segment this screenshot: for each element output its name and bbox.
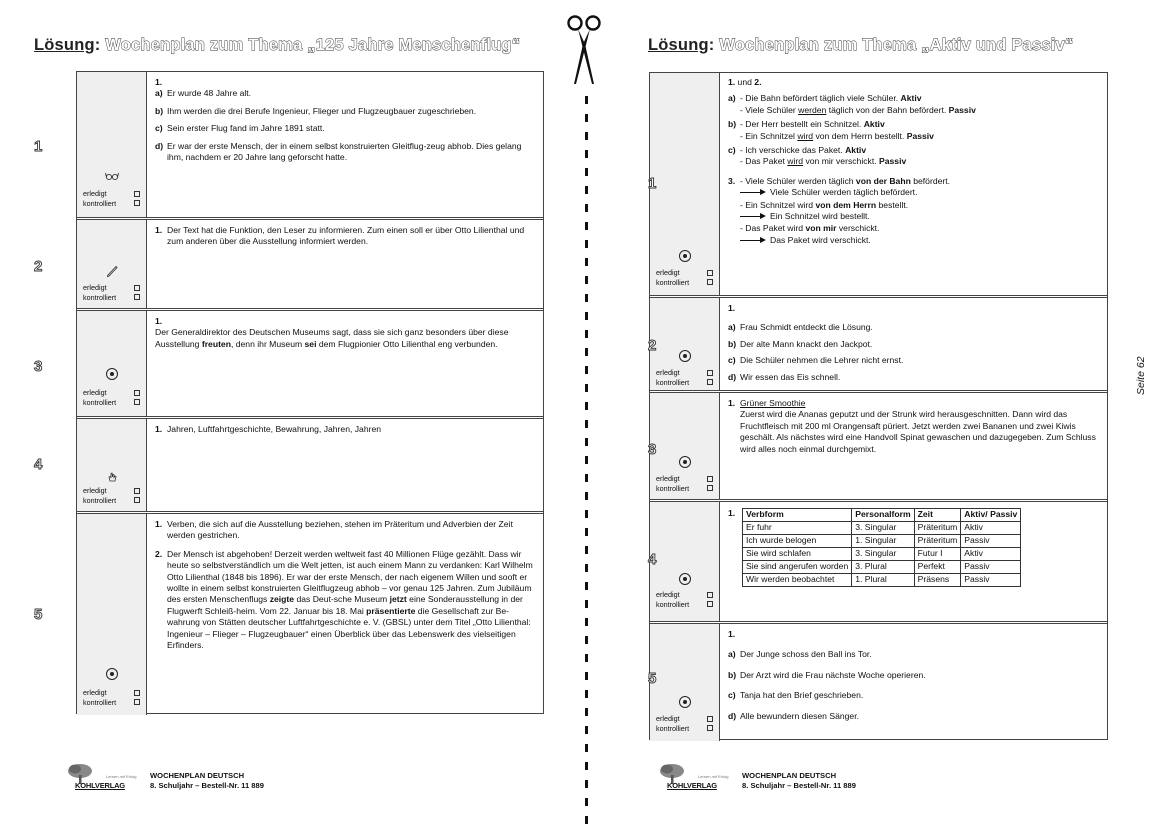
- dash: [585, 510, 588, 518]
- table-cell: Aktiv: [961, 522, 1021, 535]
- table-cell: Sie wird schlafen: [743, 548, 852, 561]
- table-cell: 3. Plural: [852, 561, 914, 574]
- dash: [585, 384, 588, 392]
- dash: [585, 366, 588, 374]
- dash: [585, 132, 588, 140]
- erledigt-checkbox[interactable]: [134, 191, 140, 197]
- erledigt-checkbox[interactable]: [134, 390, 140, 396]
- erledigt-checkbox[interactable]: [707, 476, 713, 482]
- table-cell: Futur I: [914, 548, 961, 561]
- dash: [585, 492, 588, 500]
- task-content: 1. Verbform Personalform Zeit Aktiv/ Passiv Er fuhr 3. Singular Präteritum Aktiv Ich wurde belogen 1. Singular Präteritum Passiv Sie wird schlafen 3. Singular Futur I Aktiv Sie sind angerufen worden 3. Plural Perfekt Passiv Wir werden beobachtet 1. Plural Präsens Passiv: [720, 502, 1107, 621]
- dash: [585, 798, 588, 806]
- erledigt-checkbox[interactable]: [134, 488, 140, 494]
- kontrolliert-checkbox[interactable]: [707, 485, 713, 491]
- row-number: 4: [648, 551, 657, 568]
- target-icon: [679, 456, 691, 468]
- dash: [585, 150, 588, 158]
- dash: [585, 168, 588, 176]
- table-cell: Passiv: [961, 574, 1021, 587]
- dash: [585, 654, 588, 662]
- arrow-icon: [740, 213, 766, 221]
- table-cell: 3. Singular: [852, 522, 914, 535]
- task-row-4: erledigt kontrolliert 1. Jahren, Luftfahrtgeschichte, Bewahrung, Jahren, Jahren: [77, 416, 543, 511]
- hand-icon: [105, 471, 119, 485]
- dash: [585, 564, 588, 572]
- task-row-5: erledigt kontrolliert 1. a) Der Junge schoss den Ball ins Tor. b) Der Arzt wird die Frau nächste Woche operieren. c) Tanja hat den Brief geschrieben. d) Alle bewundern diesen Sänger.: [650, 621, 1107, 741]
- dash: [585, 402, 588, 410]
- kontrolliert-checkbox[interactable]: [707, 279, 713, 285]
- task-content: 1. a) Er wurde 48 Jahre alt. b) Ihm werden die drei Berufe Ingenieur, Flieger und Flugzeugbauer zugeschrieben. c) Sein erster Flug fand im Jahre 1891 statt. d) Er war der erste Mensch, der in einem selbst konstruierten Gleitflug-zeug abhob. Dies gelang ihm, nachdem er 20 Jahre lang geforscht hatte.: [155, 77, 522, 163]
- dash: [585, 186, 588, 194]
- row-number: 1: [34, 138, 43, 155]
- erledigt-checkbox[interactable]: [707, 592, 713, 598]
- kontrolliert-checkbox[interactable]: [134, 699, 140, 705]
- dash: [585, 96, 588, 104]
- task-content: 1. Jahren, Luftfahrtgeschichte, Bewahrung, Jahren, Jahren: [155, 424, 382, 434]
- task-content: 1. a) Der Junge schoss den Ball ins Tor. b) Der Arzt wird die Frau nächste Woche operieren. c) Tanja hat den Brief geschrieben. d) Alle bewundern diesen Sänger.: [728, 629, 926, 721]
- erledigt-checkbox[interactable]: [707, 716, 713, 722]
- status-checkboxes: erledigt kontrolliert: [83, 189, 140, 208]
- glasses-icon: [105, 170, 119, 184]
- dash: [585, 528, 588, 536]
- dash: [585, 330, 588, 338]
- dash: [585, 294, 588, 302]
- dash: [585, 726, 588, 734]
- task-row-4: erledigt kontrolliert 1. Verbform Personalform Zeit Aktiv/ Passiv Er fuhr 3. Singular Präteritum Aktiv Ich wurde belogen 1. Singular Präteritum Passiv Sie wird schlafen 3. Singular Futur I Aktiv Sie sind angerufen worden 3. Plural Perfekt Passiv Wir werden beobachtet 1. Plural Präsens Passiv: [650, 499, 1107, 621]
- dash: [585, 276, 588, 284]
- page-title: Lösung: Wochenplan zum Thema „125 Jahre Menschenflug“: [34, 36, 521, 54]
- table-cell: 1. Singular: [852, 535, 914, 548]
- target-icon: [679, 250, 691, 262]
- table-header: Zeit: [914, 509, 961, 522]
- verb-table: [742, 508, 1021, 587]
- dash: [585, 240, 588, 248]
- table-cell: Präsens: [914, 574, 961, 587]
- worksheet-table: [649, 72, 1108, 740]
- title-text: Wochenplan zum Thema „Aktiv und Passiv“: [719, 36, 1074, 54]
- table-cell: Passiv: [961, 535, 1021, 548]
- kontrolliert-checkbox[interactable]: [134, 399, 140, 405]
- dash: [585, 762, 588, 770]
- task-row-3: erledigt kontrolliert 1. Grüner Smoothie Zuerst wird die Ananas geputzt und der Strunk wird herausgeschnitten. Dann wird das Fruchtfleisch mit 200 ml Orangensaft püriert. Jetzt werden zwei Bananen und zwei Kiwis geschält. Als nächstes wird eine Handvoll Spinat gewaschen und dazugegeben. Zum Schluss wird alles noch einmal durchgemixt.: [650, 390, 1107, 499]
- kohl-verlag-logo: Lernen mit Erfolg KOHLVERLAG: [658, 765, 738, 795]
- dash: [585, 636, 588, 644]
- table-cell: Passiv: [961, 561, 1021, 574]
- kohl-verlag-logo: Lernen mit Erfolg KOHLVERLAG: [66, 765, 146, 795]
- table-cell: Ich wurde belogen: [743, 535, 852, 548]
- table-cell: Präteritum: [914, 535, 961, 548]
- dash: [585, 222, 588, 230]
- row-number: 3: [34, 358, 43, 375]
- dash: [585, 600, 588, 608]
- table-header: Aktiv/ Passiv: [961, 509, 1021, 522]
- dash: [585, 258, 588, 266]
- dash: [585, 618, 588, 626]
- table-cell: 1. Plural: [852, 574, 914, 587]
- task-content: 1. Verben, die sich auf die Ausstellung beziehen, stehen im Präteritum und Adverbien der Zeit werden gestrichen. 2. Der Mensch ist abgehoben! Derzeit werden weltweit fast 40 Millionen Flüge gezählt. Dass wir heute so selbstverständlich um die Welt jetten, ist auch einem Mann zu verdanken: Karl Wilhelm Otto Lilienthal (1848 bis 1896). Er war der erste Mensch, der nach eigenem Willen und sooft er wollte in einem selbst konstruierten Gleitflugzeug abhob – vor genau 125 Jahren. Zum Jubiläum des ersten Menschenflugs zeigte das Deut-sche Museum jetzt eine Sonderausstellung in der Flugwerft Schleiß-heim. Vom 22. Januar bis 18. Mai präsentierte die Gesellschaft zur Be-wahrung von Stätten deutscher Luftfahrtgeschichte e. V. (GBSL) unter dem Titel „Otto Lilienthal: Ingenieur – Flieger – Flugzeugbauer“ einen Überblick über das Lebenswerk des vielseitigen Erfinders.: [155, 519, 533, 651]
- task-content: 1. a) Frau Schmidt entdeckt die Lösung. b) Der alte Mann knackt den Jackpot. c) Die Schüler nehmen die Lehrer nicht ernst. d) Wir essen das Eis schnell.: [728, 303, 904, 382]
- kontrolliert-checkbox[interactable]: [707, 379, 713, 385]
- table-row: [743, 561, 1021, 574]
- task-row-5: erledigt kontrolliert 1. Verben, die sich auf die Ausstellung beziehen, stehen im Präteritum und Adverbien der Zeit werden gestrichen. 2. Der Mensch ist abgehoben! Derzeit werden weltweit fast 40 Millionen Flüge gezählt. Dass wir heute so selbstverständlich um die Welt jetten, ist auch einem Mann zu verdanken: Karl Wilhelm Otto Lilienthal (1848 bis 1896). Er war der erste Mensch, der nach eigenem Willen und sooft er wollte in einem selbst konstruierten Gleitflugzeug abhob – vor genau 125 Jahren. Zum Jubiläum des ersten Menschenflugs zeigte das Deut-sche Museum jetzt eine Sonderausstellung in der Flugwerft Schleiß-heim. Vom 22. Januar bis 18. Mai präsentierte die Gesellschaft zur Be-wahrung von Stätten deutscher Luftfahrtgeschichte e. V. (GBSL) unter dem Titel „Otto Lilienthal: Ingenieur – Flieger – Flugzeugbauer“ einen Überblick über das Lebenswerk des vielseitigen Erfinders.: [77, 511, 543, 715]
- dash: [585, 672, 588, 680]
- dash: [585, 780, 588, 788]
- title-text: Wochenplan zum Thema „125 Jahre Menschenflug“: [105, 36, 521, 54]
- table-row: [743, 574, 1021, 587]
- page-number: Seite 62: [1135, 356, 1147, 395]
- target-icon: [679, 696, 691, 708]
- table-cell: Sie sind angerufen worden: [743, 561, 852, 574]
- target-icon: [106, 368, 118, 380]
- row-number: 4: [34, 456, 43, 473]
- dash: [585, 690, 588, 698]
- kontrolliert-checkbox[interactable]: [707, 725, 713, 731]
- table-cell: Wir werden beobachtet: [743, 574, 852, 587]
- table-row: [743, 548, 1021, 561]
- dash: [585, 474, 588, 482]
- arrow-icon: [740, 189, 766, 197]
- task-content: 1. und 2. a) - Die Bahn befördert täglich viele Schüler. Aktiv - Viele Schüler werden täglich von der Bahn befördert. Passiv b) - Der Herr bestellt ein Schnitzel. Aktiv - Ein Schnitzel wird von dem Herrn bestellt. Passiv c) - Ich verschicke das Paket. Aktiv - Das Paket wird von mir verschickt. Passiv 3. - Viele Schüler werden täglich von der Bahn befördert. Viele Schüler werden täglich befördert. - Ein Schnitzel wird von dem Herrn bestellt. Ein Schnitzel wird bestellt. - Das Paket wird von mir verschickt. Das Paket wird verschickt.: [728, 77, 976, 245]
- kontrolliert-checkbox[interactable]: [134, 200, 140, 206]
- dash: [585, 744, 588, 752]
- row-number: 2: [34, 258, 43, 275]
- task-row-1: [77, 72, 543, 217]
- row-number: 2: [648, 337, 657, 354]
- target-icon: [106, 668, 118, 680]
- erledigt-checkbox[interactable]: [134, 690, 140, 696]
- erledigt-checkbox[interactable]: [707, 270, 713, 276]
- kontrolliert-checkbox[interactable]: [134, 497, 140, 503]
- dash: [585, 114, 588, 122]
- task-content: 1. Grüner Smoothie Zuerst wird die Ananas geputzt und der Strunk wird herausgeschnitten. Dann wird das Fruchtfleisch mit 200 ml Orangensaft püriert. Jetzt werden zwei Bananen und zwei Kiwis geschält. Als nächstes wird eine Handvoll Spinat gewaschen und dazugegeben. Zum Schluss wird alles noch einmal durchgemixt.: [728, 398, 1096, 454]
- task-content: 1. Der Generaldirektor des Deutschen Museums sagt, dass sie sich ganz besonders über diese Ausstellung freuten, denn ihr Museum sei dem Flugpionier Otto Lilienthal eng verbunden.: [155, 316, 509, 349]
- task-row-3: erledigt kontrolliert 1. Der Generaldirektor des Deutschen Museums sagt, dass sie sich ganz besonders über diese Ausstellung freuten, denn ihr Museum sei dem Flugpionier Otto Lilienthal eng verbunden.: [77, 308, 543, 416]
- dash: [585, 438, 588, 446]
- table-cell: Aktiv: [961, 548, 1021, 561]
- cut-line: [585, 0, 588, 827]
- task-row-2: erledigt kontrolliert 1. a) Frau Schmidt entdeckt die Lösung. b) Der alte Mann knackt den Jackpot. c) Die Schüler nehmen die Lehrer nicht ernst. d) Wir essen das Eis schnell.: [650, 295, 1107, 390]
- dash: [585, 456, 588, 464]
- table-row: [743, 535, 1021, 548]
- dash: [585, 312, 588, 320]
- table-header: Personalform: [852, 509, 914, 522]
- page-title: Lösung: Wochenplan zum Thema „Aktiv und Passiv“: [648, 36, 1074, 54]
- erledigt-checkbox[interactable]: [707, 370, 713, 376]
- dash: [585, 708, 588, 716]
- task-row-1: erledigt kontrolliert 1. und 2. a) - Die Bahn befördert täglich viele Schüler. Aktiv - Viele Schüler werden täglich von der Bahn befördert. Passiv b) - Der Herr bestellt ein Schnitzel. Aktiv - Ein Schnitzel wird von dem Herrn bestellt. Passiv c) - Ich verschicke das Paket. Aktiv - Das Paket wird von mir verschickt. Passiv 3. - Viele Schüler werden täglich von der Bahn befördert. Viele Schüler werden täglich befördert. - Ein Schnitzel wird von dem Herrn bestellt. Ein Schnitzel wird bestellt. - Das Paket wird von mir verschickt. Das Paket wird verschickt.: [650, 73, 1107, 295]
- erledigt-checkbox[interactable]: [134, 285, 140, 291]
- row-number: 1: [648, 175, 657, 192]
- row-number: 5: [648, 670, 657, 687]
- dash: [585, 420, 588, 428]
- dash: [585, 546, 588, 554]
- target-icon: [679, 573, 691, 585]
- row-number: 3: [648, 441, 657, 458]
- dash: [585, 816, 588, 824]
- table-cell: 3. Singular: [852, 548, 914, 561]
- scissors-icon: [565, 14, 605, 86]
- target-icon: [679, 350, 691, 362]
- table-cell: Präteritum: [914, 522, 961, 535]
- task-row-2: erledigt kontrolliert 1. Der Text hat die Funktion, den Leser zu informieren. Zum einen soll er über Otto Lilienthal und zum anderen über die Ausstellung informiert werden.: [77, 217, 543, 308]
- table-header: Verbform: [743, 509, 852, 522]
- kontrolliert-checkbox[interactable]: [707, 601, 713, 607]
- dash: [585, 348, 588, 356]
- table-cell: Er fuhr: [743, 522, 852, 535]
- table-cell: Perfekt: [914, 561, 961, 574]
- kontrolliert-checkbox[interactable]: [134, 294, 140, 300]
- arrow-icon: [740, 237, 766, 245]
- worksheet-table: [76, 71, 544, 714]
- task-content: 1. Der Text hat die Funktion, den Leser zu informieren. Zum einen soll er über Otto Lilienthal und zum anderen über die Ausstellung informiert werden.: [155, 225, 525, 247]
- pencil-icon: [105, 264, 119, 278]
- dash: [585, 582, 588, 590]
- row-number: 5: [34, 606, 43, 623]
- table-row: [743, 522, 1021, 535]
- dash: [585, 204, 588, 212]
